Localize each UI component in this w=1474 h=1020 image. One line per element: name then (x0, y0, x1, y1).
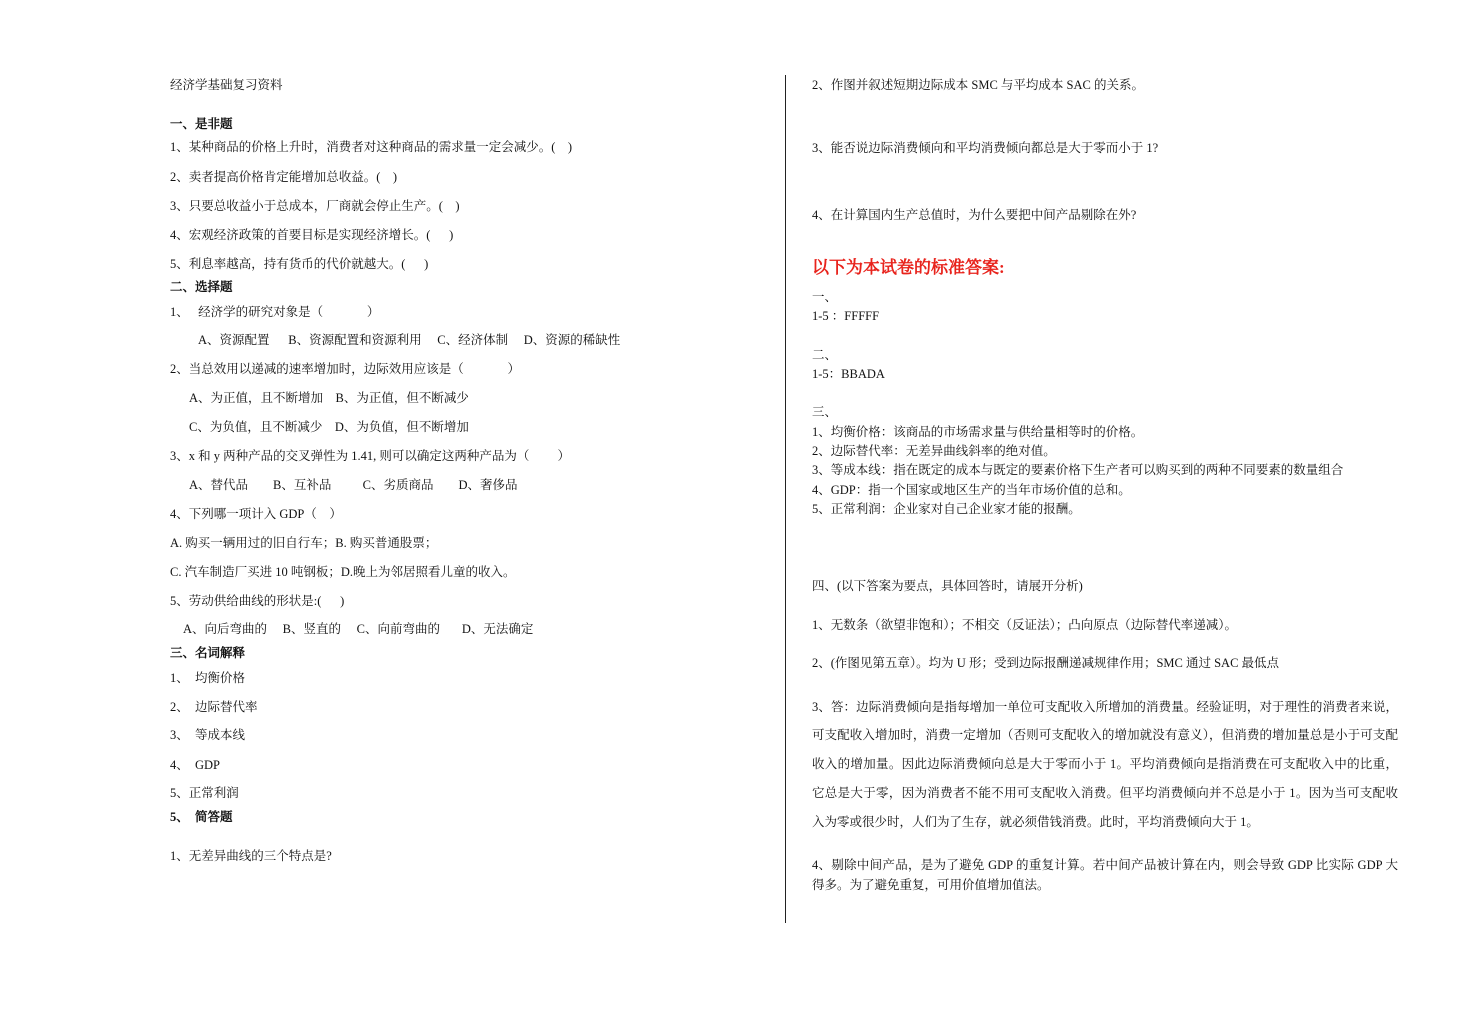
question: 3、只要总收益小于总成本，厂商就会停止生产。( ) (170, 199, 460, 213)
section-short-answer: 5、 简答题 (170, 810, 233, 824)
answer: 1、无数条（欲望非饱和）；不相交（反证法）；凸向原点（边际替代率递减）。 (812, 618, 1238, 632)
question: 4、下列哪一项计入 GDP（ ） (170, 507, 342, 521)
answer: 收入的增加量。因此边际消费倾向总是大于零而小于 1。平均消费倾向是指消费在可支配收入中的比重， (812, 757, 1398, 771)
answer: 2、边际替代率：无差异曲线斜率的绝对值。 (812, 444, 1056, 458)
answer: 可支配收入增加时，消费一定增加（否则可支配收入的增加就没有意义），但消费的增加量总是小于可支配 (812, 728, 1398, 742)
answer-label: 一、 (812, 290, 838, 304)
answer: 4、剔除中间产品，是为了避免 GDP 的重复计算。若中间产品被计算在内，则会导致 GDP 比实际 GDP 大 (812, 858, 1398, 872)
answer: 得多。为了避免重复，可用价值增加值法。 (812, 878, 1050, 892)
answer: 1-5：BBADA (812, 367, 885, 381)
answer: 入为零或很少时，人们为了生存，就必须借钱消费。此时，平均消费倾向大于 1。 (812, 815, 1259, 829)
options: A. 购买一辆用过的旧自行车；B. 购买普通股票； (170, 536, 438, 550)
answer-label: 二、 (812, 348, 838, 362)
section-terms: 三、名词解释 (170, 646, 246, 660)
term: 5、正常利润 (170, 786, 239, 800)
options: C、为负值，且不断减少 D、为负值，但不断增加 (189, 420, 469, 434)
options: A、替代品 B、互补品 C、劣质商品 D、奢侈品 (189, 478, 518, 492)
question: 2、作图并叙述短期边际成本 SMC 与平均成本 SAC 的关系。 (812, 78, 1144, 92)
section-true-false: 一、是非题 (170, 117, 233, 131)
options: A、资源配置 B、资源配置和资源利用 C、经济体制 D、资源的稀缺性 (198, 333, 621, 347)
answer-label: 四、(以下答案为要点，具体回答时，请展开分析) (812, 579, 1083, 593)
term: 2、 边际替代率 (170, 700, 258, 714)
answer: 4、GDP：指一个国家或地区生产的当年市场价值的总和。 (812, 483, 1131, 497)
term: 1、 均衡价格 (170, 671, 246, 685)
answer: 5、正常利润：企业家对自己企业家才能的报酬。 (812, 502, 1081, 516)
term: 4、 GDP (170, 758, 221, 772)
answer: 3、答：边际消费倾向是指每增加一单位可支配收入所增加的消费量。经验证明，对于理性的消费者来说， (812, 700, 1398, 714)
question: 5、劳动供给曲线的形状是:( ) (170, 594, 345, 608)
column-divider (785, 75, 786, 923)
question: 2、当总效用以递减的速率增加时，边际效用应该是（ ） (170, 362, 521, 376)
question: 3、能否说边际消费倾向和平均消费倾向都总是大于零而小于 1? (812, 141, 1159, 155)
answer: 1-5 ：FFFFF (812, 309, 880, 323)
question: 1、 经济学的研究对象是（ ） (170, 305, 380, 319)
options: A、为正值，且不断增加 B、为正值，但不断减少 (189, 391, 469, 405)
question: 5、利息率越高，持有货币的代价就越大。( ) (170, 257, 429, 271)
answer-label: 三、 (812, 405, 838, 419)
answer: 它总是大于零，因为消费者不能不用可支配收入消费。但平均消费倾向并不总是小于 1。因为当可支配收 (812, 786, 1398, 800)
question: 2、卖者提高价格肯定能增加总收益。( ) (170, 170, 398, 184)
question: 1、无差异曲线的三个特点是? (170, 849, 332, 863)
question: 3、x 和 y 两种产品的交叉弹性为 1.41, 则可以确定这两种产品为（ ） (170, 449, 571, 463)
answer-heading: 以下为本试卷的标准答案: (812, 258, 1005, 277)
section-multiple-choice: 二、选择题 (170, 280, 233, 294)
term: 3、 等成本线 (170, 728, 246, 742)
answer: 1、均衡价格：该商品的市场需求量与供给量相等时的价格。 (812, 425, 1144, 439)
options: C. 汽车制造厂买进 10 吨钢板；D.晚上为邻居照看儿童的收入。 (170, 565, 516, 579)
answer: 2、(作图见第五章）。均为 U 形；受到边际报酬递减规律作用；SMC 通过 SAC 最低点 (812, 656, 1280, 670)
document-title: 经济学基础复习资料 (170, 78, 283, 92)
answer: 3、等成本线：指在既定的成本与既定的要素价格下生产者可以购买到的两种不同要素的数量组合 (812, 463, 1344, 477)
question: 1、某种商品的价格上升时，消费者对这种商品的需求量一定会减少。( ) (170, 140, 573, 154)
question: 4、宏观经济政策的首要目标是实现经济增长。( ) (170, 228, 454, 242)
options: A、向后弯曲的 B、竖直的 C、向前弯曲的 D、无法确定 (183, 622, 534, 636)
question: 4、在计算国内生产总值时，为什么要把中间产品剔除在外? (812, 208, 1137, 222)
